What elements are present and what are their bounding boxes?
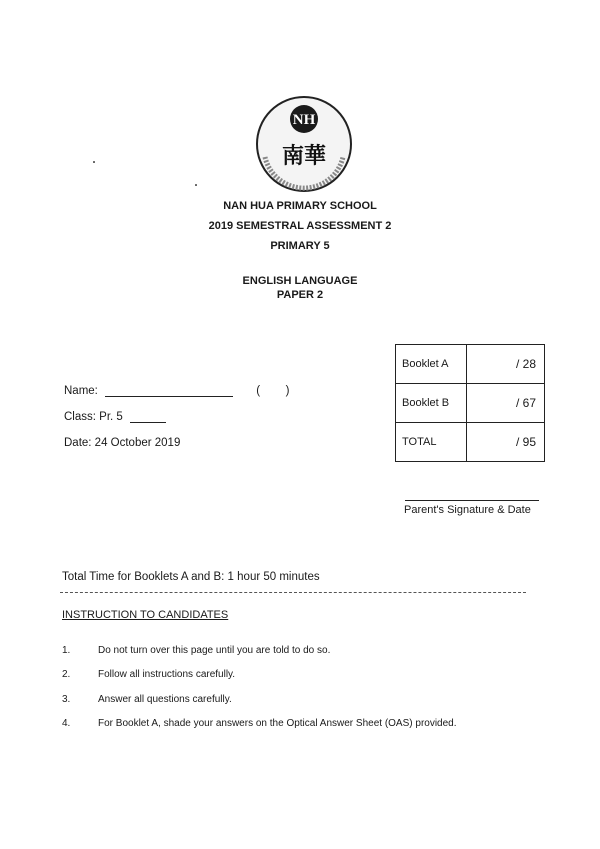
instructions-title: INSTRUCTION TO CANDIDATES <box>62 609 229 621</box>
divider <box>60 592 526 593</box>
score-label: TOTAL <box>396 423 467 462</box>
instruction-text: For Booklet A, shade your answers on the Optical Answer Sheet (OAS) provided. <box>98 718 457 729</box>
instruction-number: 4. <box>62 718 71 729</box>
score-value: / 28 <box>467 345 545 384</box>
class-blank[interactable] <box>130 422 166 423</box>
instruction-number: 1. <box>62 645 71 656</box>
total-time: Total Time for Booklets A and B: 1 hour 50 minutes <box>62 571 320 583</box>
school-crest-icon <box>255 95 353 193</box>
score-table <box>395 344 545 462</box>
score-value: / 67 <box>467 384 545 423</box>
logo-chinese-name: 南華 <box>281 144 327 169</box>
level-title: PRIMARY 5 <box>270 240 330 252</box>
class-label: Class: Pr. 5 <box>64 411 123 423</box>
score-value: / 95 <box>467 423 545 462</box>
class-field[interactable] <box>64 411 166 423</box>
instruction-number: 2. <box>62 669 71 680</box>
subject-title: ENGLISH LANGUAGE <box>242 275 358 287</box>
instruction-text: Answer all questions carefully. <box>98 694 232 705</box>
date-field: Date: 24 October 2019 <box>64 437 181 449</box>
scan-speck <box>195 184 197 186</box>
paper-title: PAPER 2 <box>276 289 324 301</box>
score-label: Booklet B <box>396 384 467 423</box>
score-row <box>396 345 545 384</box>
score-row <box>396 423 545 462</box>
school-name: NAN HUA PRIMARY SCHOOL <box>223 200 377 212</box>
name-blank[interactable] <box>105 396 233 397</box>
scan-speck <box>93 161 95 163</box>
instruction-text: Follow all instructions carefully. <box>98 669 236 680</box>
index-number-parens: ( ) <box>256 385 290 397</box>
name-field[interactable] <box>64 385 290 397</box>
name-label: Name: <box>64 385 98 397</box>
score-row <box>396 384 545 423</box>
logo-monogram: NH <box>292 112 316 128</box>
instruction-text: Do not turn over this page until you are told to do so. <box>98 645 331 656</box>
assessment-title: 2019 SEMESTRAL ASSESSMENT 2 <box>208 220 392 232</box>
instruction-number: 3. <box>62 694 71 705</box>
signature-label: Parent's Signature & Date <box>404 504 531 516</box>
signature-line[interactable] <box>405 500 539 501</box>
school-logo <box>255 95 353 193</box>
score-label: Booklet A <box>396 345 467 384</box>
